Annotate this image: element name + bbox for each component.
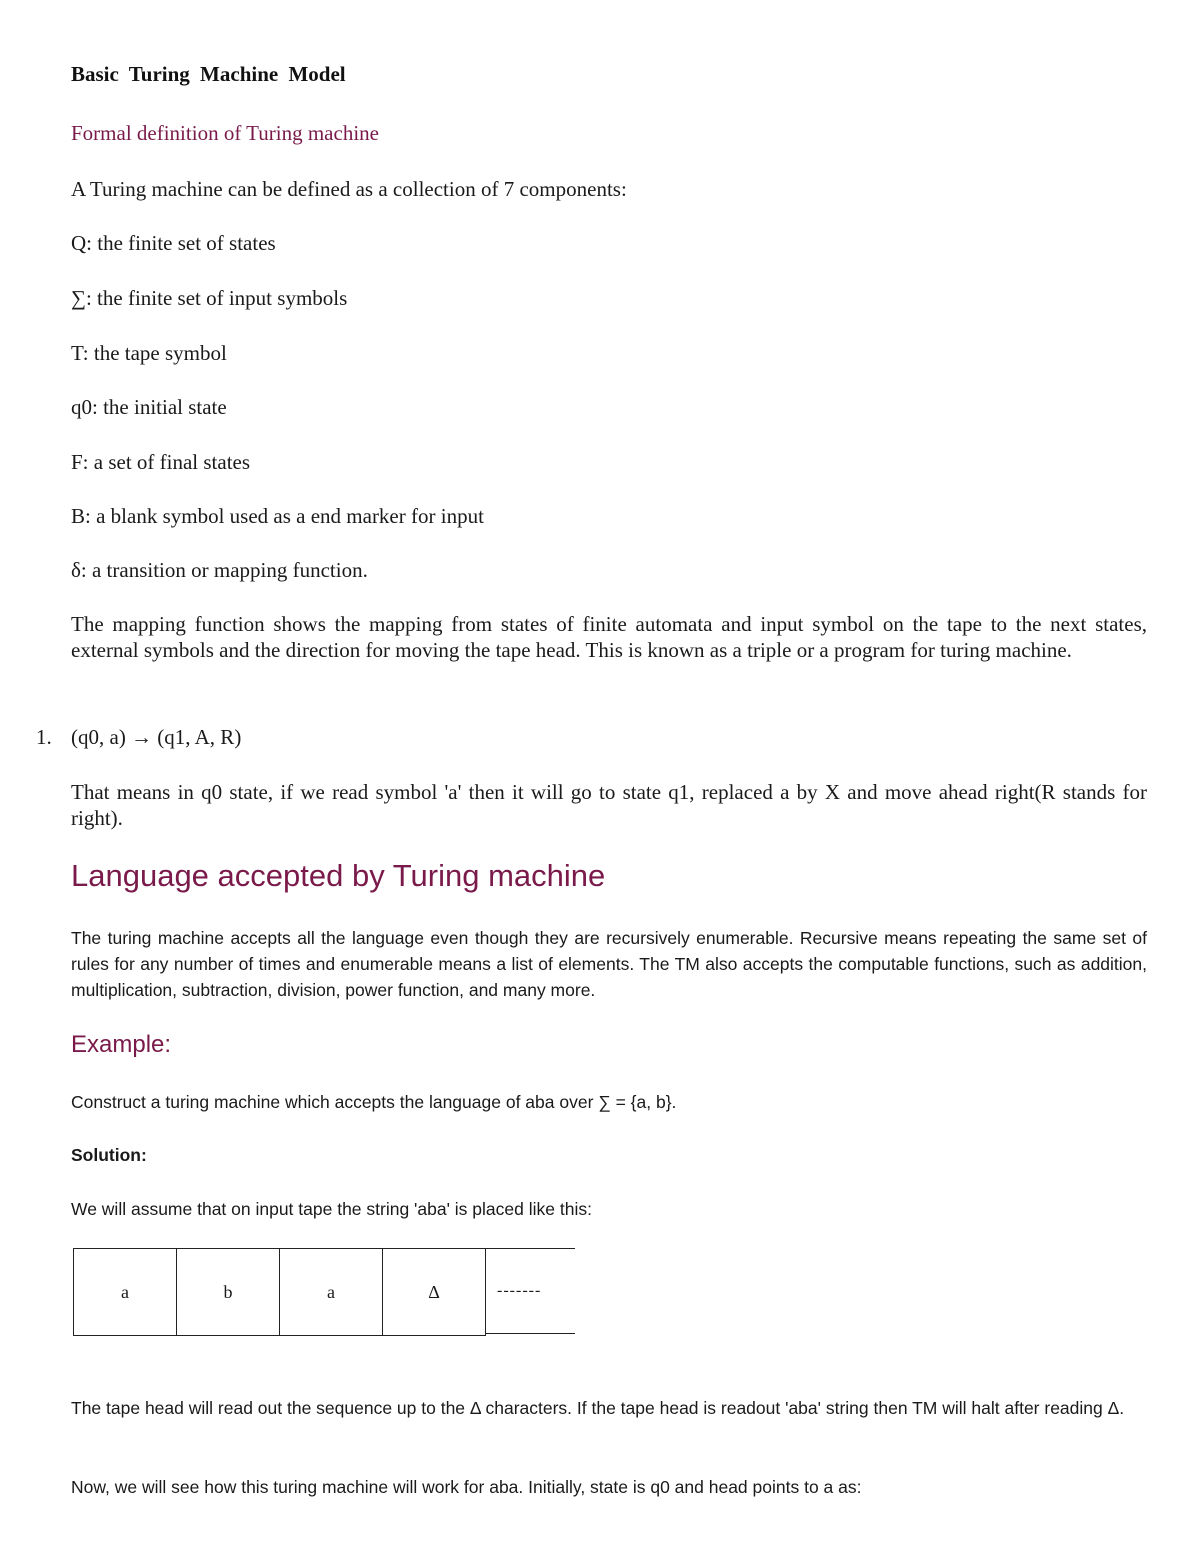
mapping-paragraph: The mapping function shows the mapping from states of finite automata and input symbol on the tape to the next states, external symbols and the direction for moving the tape head. This is known as a triple or a program for turing machine.: [71, 612, 1147, 662]
example-prompt: Construct a turing machine which accepts the language of aba over ∑ = {a, b}.: [71, 1092, 677, 1112]
document-title: Basic Turing Machine Model: [71, 62, 346, 86]
closing-paragraph: Now, we will see how this turing machine will work for aba. Initially, state is q0 and head points to a as:: [71, 1477, 862, 1497]
transition-example: (q0, a) → (q1, A, R): [71, 725, 242, 749]
solution-label: Solution:: [71, 1145, 147, 1165]
component-t: T: the tape symbol: [71, 341, 227, 365]
section-subtitle: Formal definition of Turing machine: [71, 121, 379, 145]
language-paragraph: The turing machine accepts all the language even though they are recursively enumerable. Recursive means repeating the same set of rules for any number of times and enumerable means a list of elements. The TM also accepts the computable functions, such as addition, multiplication, subtraction, division, power function, and many more.: [71, 928, 1147, 1000]
meaning-paragraph: That means in q0 state, if we read symbol 'a' then it will go to state q1, replaced a by X and move ahead right(R stands for right).: [71, 780, 1147, 830]
component-delta: δ: a transition or mapping function.: [71, 558, 368, 582]
tape-cell-blank: Δ: [382, 1248, 486, 1336]
tape-cell: a: [279, 1248, 383, 1336]
tape-head-paragraph: The tape head will read out the sequence up to the Δ characters. If the tape head is readout 'aba' string then TM will halt after reading Δ.: [71, 1398, 1125, 1418]
example-heading: Example:: [71, 1031, 172, 1058]
tape-cell: b: [176, 1248, 280, 1336]
language-heading: Language accepted by Turing machine: [71, 858, 606, 893]
tape-continuation: -------: [485, 1248, 575, 1334]
component-f: F: a set of final states: [71, 450, 251, 474]
assume-text: We will assume that on input tape the string 'aba' is placed like this:: [71, 1199, 592, 1219]
intro-text: A Turing machine can be defined as a collection of 7 components:: [71, 177, 627, 201]
tape-cell: a: [73, 1248, 177, 1336]
component-q0: q0: the initial state: [71, 395, 227, 419]
component-b: B: a blank symbol used as a end marker for input: [71, 504, 484, 528]
component-sigma: ∑: the finite set of input symbols: [71, 286, 348, 310]
component-q: Q: the finite set of states: [71, 231, 276, 255]
list-marker: 1.: [36, 725, 52, 749]
input-tape: [73, 1248, 577, 1336]
